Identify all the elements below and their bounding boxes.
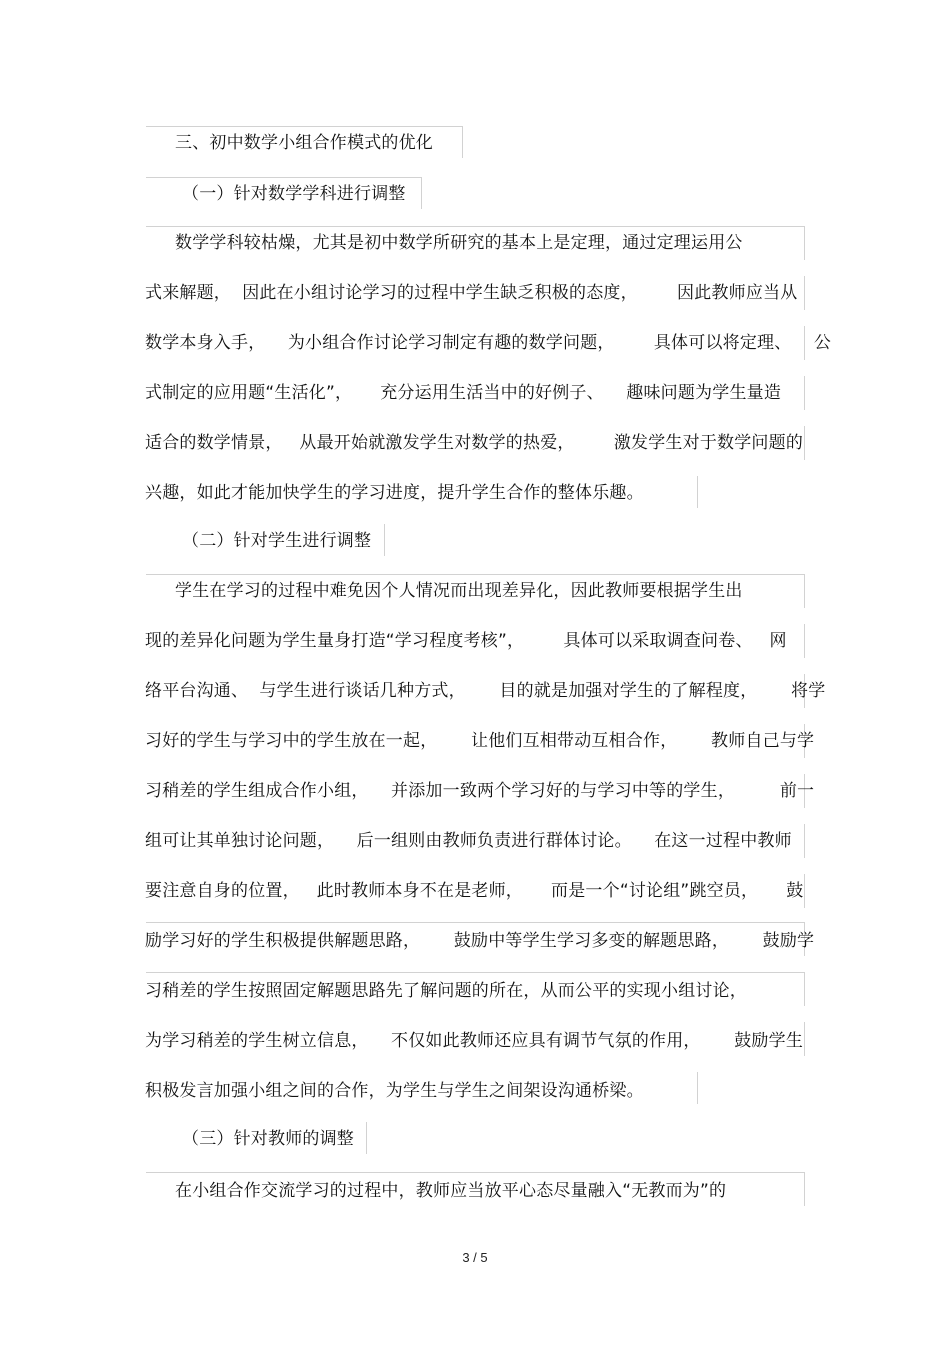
rule-line (804, 226, 805, 260)
paragraph-line: 习好的学生与学习中的学生放在一起， 让他们互相带动互相合作， 教师自己与学 (145, 731, 815, 751)
rule-line (146, 1172, 805, 1173)
subsection-heading: （二）针对学生进行调整 (182, 531, 372, 551)
section-heading: 三、初中数学小组合作模式的优化 (175, 133, 433, 153)
rule-line (804, 972, 805, 1006)
rule-line (697, 1072, 698, 1104)
paragraph-line: 组可让其单独讨论问题， 后一组则由教师负责进行群体讨论。 在这一过程中教师 (145, 831, 792, 851)
paragraph-line: 现的差异化问题为学生量身打造“学习程度考核”， 具体可以采取调查问卷、 网 (145, 631, 787, 651)
rule-line (804, 1172, 805, 1206)
rule-line (366, 1122, 367, 1154)
paragraph-line: 兴趣，如此才能加快学生的学习进度，提升学生合作的整体乐趣。 (145, 483, 644, 503)
rule-line (804, 574, 805, 608)
paragraph-line: 适合的数学情景， 从最开始就激发学生对数学的热爱， 激发学生对于数学问题的 (145, 433, 804, 453)
paragraph-line: 在小组合作交流学习的过程中，教师应当放平心态尽量融入“无教而为”的 (175, 1181, 727, 1201)
paragraph-line: 为学习稍差的学生树立信息， 不仅如此教师还应具有调节气氛的作用， 鼓励学生 (145, 1031, 804, 1051)
rule-line (804, 1022, 805, 1056)
rule-line (146, 972, 805, 973)
rule-line (146, 922, 805, 923)
paragraph-line: 数学本身入手， 为小组合作讨论学习制定有趣的数学问题， 具体可以将定理、 公 (145, 333, 832, 353)
paragraph-line: 励学习好的学生积极提供解题思路， 鼓励中等学生学习多变的解题思路， 鼓励学 (145, 931, 815, 951)
rule-line (804, 874, 805, 908)
rule-line (462, 126, 463, 158)
rule-line (146, 574, 805, 575)
rule-line (421, 177, 422, 209)
paragraph-line: 要注意自身的位置， 此时教师本身不在是老师， 而是一个“讨论组”跳空员， 鼓 (145, 881, 804, 901)
rule-line (146, 126, 462, 127)
paragraph-line: 习稍差的学生组成合作小组， 并添加一致两个学习好的与学习中等的学生， 前一 (145, 781, 815, 801)
rule-line (804, 624, 805, 658)
rule-line (697, 476, 698, 508)
subsection-heading: （三）针对教师的调整 (182, 1129, 354, 1149)
paragraph-line: 积极发言加强小组之间的合作，为学生与学生之间架设沟通桥梁。 (145, 1081, 644, 1101)
rule-line (804, 426, 805, 460)
paragraph-line: 学生在学习的过程中难免因个人情况而出现差异化，因此教师要根据学生出 (175, 581, 743, 601)
paragraph-line: 式来解题， 因此在小组讨论学习的过程中学生缺乏积极的态度， 因此教师应当从 (145, 283, 798, 303)
page-number: 3 / 5 (462, 1250, 488, 1265)
paragraph-line: 习稍差的学生按照固定解题思路先了解问题的所在，从而公平的实现小组讨论， (145, 981, 747, 1001)
rule-line (146, 226, 805, 227)
paragraph-line: 络平台沟通、 与学生进行谈话几种方式， 目的就是加强对学生的了解程度， 将学 (145, 681, 826, 701)
rule-line (146, 177, 421, 178)
rule-line (804, 824, 805, 858)
paragraph-line: 数学学科较枯燥，尤其是初中数学所研究的基本上是定理，通过定理运用公 (175, 233, 743, 253)
rule-line (804, 276, 805, 310)
rule-line (384, 524, 385, 556)
paragraph-line: 式制定的应用题“生活化”， 充分运用生活当中的好例子、 趣味问题为学生量造 (145, 383, 782, 403)
subsection-heading: （一）针对数学学科进行调整 (182, 184, 406, 204)
rule-line (804, 376, 805, 410)
